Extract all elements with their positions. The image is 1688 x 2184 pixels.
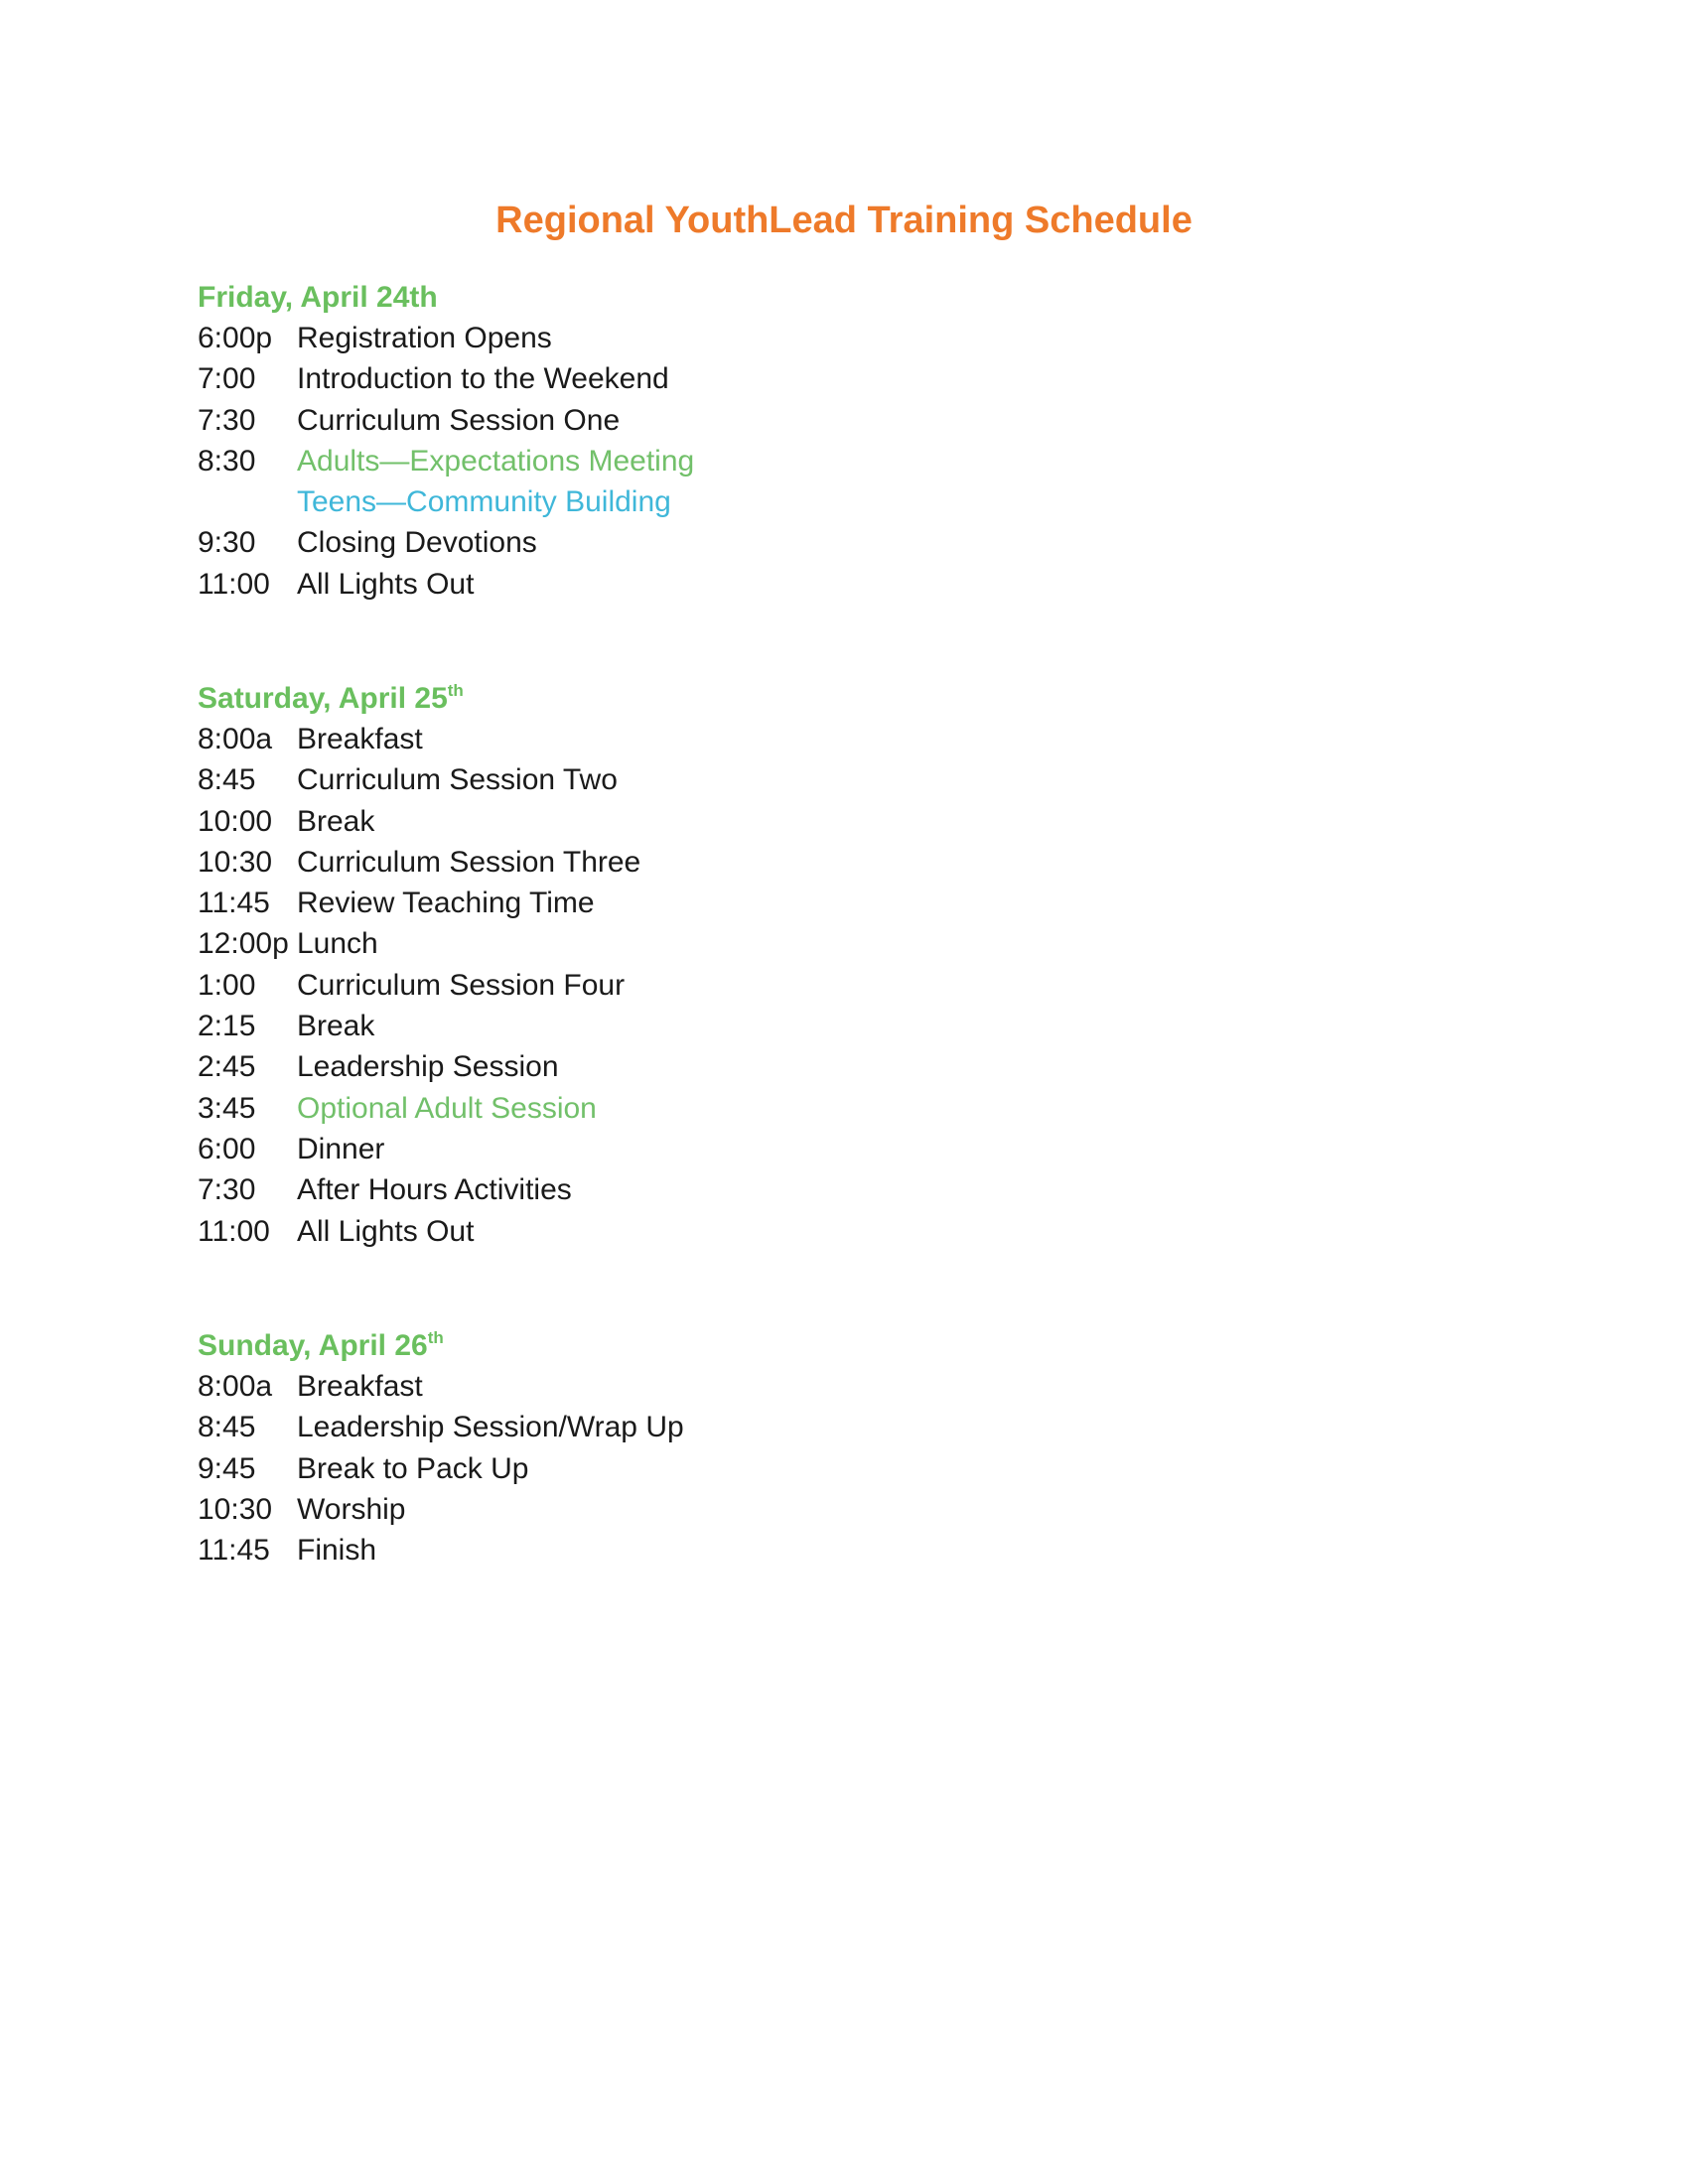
schedule-row xyxy=(198,923,1488,964)
row-time: 11:00 xyxy=(198,1214,270,1248)
row-event: After Hours Activities xyxy=(297,1173,572,1207)
row-event: Dinner xyxy=(297,1132,385,1165)
schedule-row xyxy=(198,1530,1488,1570)
row-event: Introduction to the Weekend xyxy=(297,362,669,396)
row-event: Lunch xyxy=(297,927,378,961)
day-heading-saturday xyxy=(198,679,1488,719)
schedule-row xyxy=(198,522,1488,563)
row-time: 6:00 xyxy=(198,1132,256,1165)
day-heading-suffix: th xyxy=(447,681,464,700)
row-time: 8:45 xyxy=(198,1411,256,1444)
schedule-row xyxy=(198,1448,1488,1489)
row-event: Curriculum Session One xyxy=(297,403,621,437)
schedule-row xyxy=(198,481,1488,522)
row-event: All Lights Out xyxy=(297,567,475,601)
day-saturday xyxy=(198,679,1488,1252)
row-event-adult: Optional Adult Session xyxy=(297,1091,597,1125)
day-heading-friday: Friday, April 24th xyxy=(198,281,438,314)
row-time: 8:45 xyxy=(198,763,256,797)
schedule-row xyxy=(198,441,1488,481)
row-time: 10:30 xyxy=(198,845,273,879)
day-heading-text: Saturday, April 25 xyxy=(198,682,448,715)
row-time: 2:15 xyxy=(198,1010,256,1043)
row-time: 10:30 xyxy=(198,1492,273,1526)
row-time xyxy=(198,481,297,522)
row-event: Curriculum Session Two xyxy=(297,763,618,797)
row-time: 11:45 xyxy=(198,1534,270,1568)
row-event: All Lights Out xyxy=(297,1214,475,1248)
schedule-row xyxy=(198,883,1488,923)
row-event: Leadership Session/Wrap Up xyxy=(297,1411,684,1444)
row-event: Finish xyxy=(297,1534,377,1568)
row-event-adult: Adults—Expectations Meeting xyxy=(297,444,695,478)
schedule-row xyxy=(198,1046,1488,1087)
row-time: 2:45 xyxy=(198,1050,256,1084)
row-time: 7:30 xyxy=(198,403,256,437)
row-time: 1:00 xyxy=(198,968,256,1002)
row-event: Break to Pack Up xyxy=(297,1451,529,1485)
schedule-row xyxy=(198,1407,1488,1447)
row-event-teen: Teens—Community Building xyxy=(297,485,671,519)
row-time: 12:00p xyxy=(198,927,289,961)
day-heading-suffix: th xyxy=(427,1328,444,1347)
row-event: Review Teaching Time xyxy=(297,887,595,920)
schedule-row xyxy=(198,842,1488,883)
row-event: Registration Opens xyxy=(297,322,552,354)
schedule-row xyxy=(198,1129,1488,1169)
page-title: Regional YouthLead Training Schedule xyxy=(495,200,1193,241)
day-heading-sunday xyxy=(198,1326,1488,1366)
schedule-row xyxy=(198,719,1488,759)
schedule-row xyxy=(198,1489,1488,1530)
row-time: 6:00p xyxy=(198,322,273,354)
row-event: Closing Devotions xyxy=(297,526,537,560)
day-friday xyxy=(198,278,1488,605)
row-time: 11:45 xyxy=(198,887,270,920)
row-event: Break xyxy=(297,1010,375,1043)
day-heading-text: Sunday, April 26 xyxy=(198,1329,428,1362)
schedule-row xyxy=(198,1169,1488,1210)
schedule-row xyxy=(198,400,1488,441)
row-time: 9:45 xyxy=(198,1451,256,1485)
row-time: 8:30 xyxy=(198,444,256,478)
schedule-row xyxy=(198,1006,1488,1046)
row-event: Break xyxy=(297,804,375,838)
row-time: 10:00 xyxy=(198,804,273,838)
row-time: 7:00 xyxy=(198,362,256,396)
row-event: Curriculum Session Four xyxy=(297,968,626,1002)
day-sunday xyxy=(198,1326,1488,1570)
row-time: 7:30 xyxy=(198,1173,256,1207)
row-event: Breakfast xyxy=(297,1370,423,1403)
row-time: 9:30 xyxy=(198,526,256,560)
schedule-row xyxy=(198,965,1488,1006)
row-time: 3:45 xyxy=(198,1091,256,1125)
row-time: 8:00a xyxy=(198,723,273,755)
row-event: Curriculum Session Three xyxy=(297,845,641,879)
row-time: 11:00 xyxy=(198,567,270,601)
schedule-row xyxy=(198,801,1488,842)
row-event: Worship xyxy=(297,1492,406,1526)
row-event: Leadership Session xyxy=(297,1050,559,1084)
schedule-row xyxy=(198,1088,1488,1129)
schedule-row xyxy=(198,759,1488,800)
schedule-row xyxy=(198,358,1488,399)
row-event: Breakfast xyxy=(297,723,423,755)
schedule-row xyxy=(198,564,1488,605)
schedule-row xyxy=(198,1211,1488,1252)
schedule-row xyxy=(198,1366,1488,1407)
schedule-row xyxy=(198,318,1488,358)
row-time: 8:00a xyxy=(198,1370,273,1403)
